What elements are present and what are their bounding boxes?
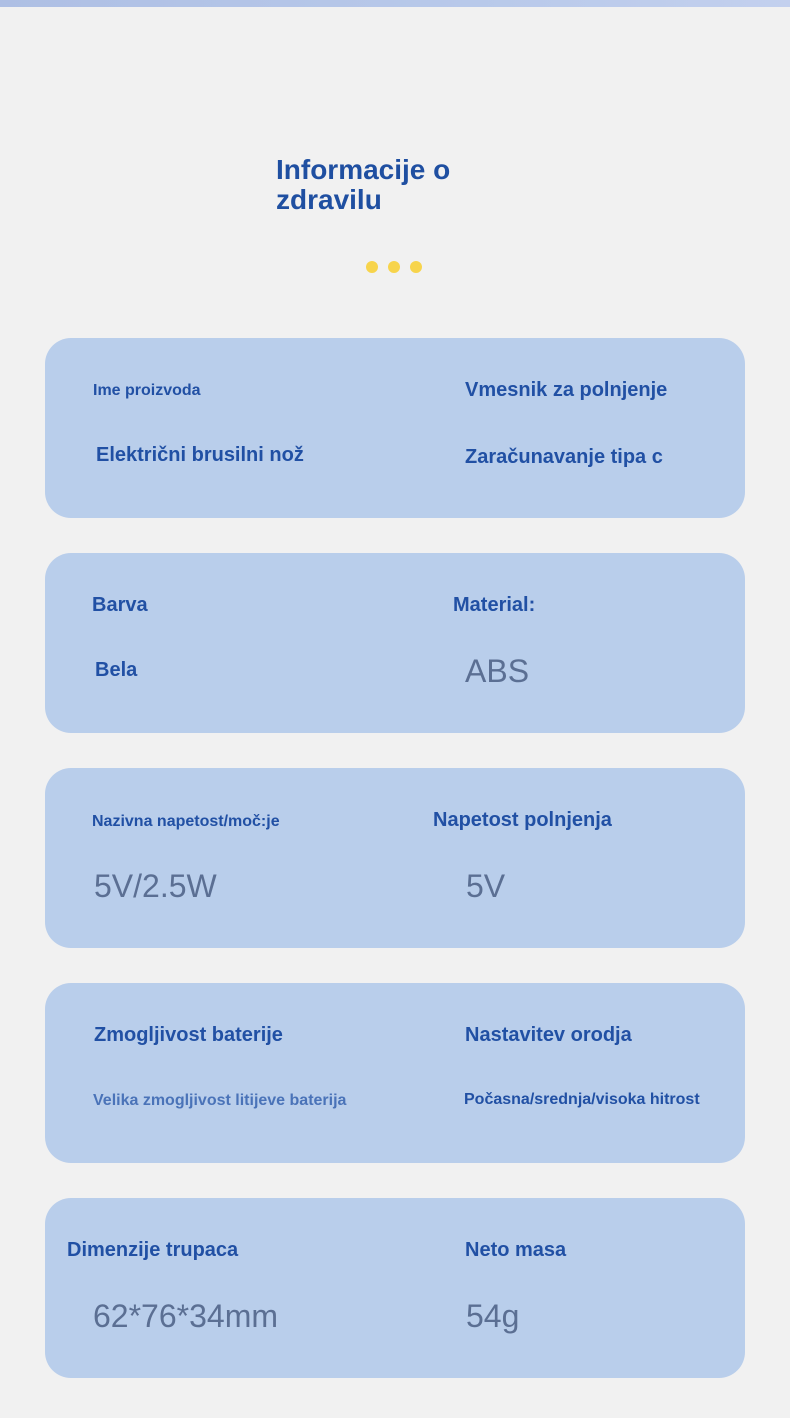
color-label: Barva — [92, 594, 148, 616]
dot-icon — [366, 261, 378, 273]
tool-setting-value: Počasna/srednja/visoka hitrost — [464, 1091, 700, 1108]
rated-voltage-value: 5V/2.5W — [94, 868, 217, 904]
dimensions-value: 62*76*34mm — [93, 1298, 278, 1334]
material-label: Material: — [453, 594, 536, 616]
product-name-value: Električni brusilni nož — [96, 444, 304, 466]
info-card-battery — [45, 983, 745, 1163]
page-title: Informacije o zdravilu — [276, 154, 451, 215]
charging-voltage-label: Napetost polnjenja — [433, 809, 612, 831]
net-weight-label: Neto masa — [465, 1239, 567, 1261]
charging-interface-value: Zaračunavanje tipa c — [465, 446, 663, 468]
material-value: ABS — [465, 653, 530, 689]
color-value: Bela — [95, 659, 138, 681]
product-name-label: Ime proizvoda — [93, 382, 201, 399]
tool-setting-label: Nastavitev orodja — [465, 1024, 632, 1046]
charging-interface-label: Vmesnik za polnjenje — [465, 379, 668, 401]
battery-capacity-value: Velika zmogljivost litijeve baterija — [93, 1092, 347, 1109]
dot-icon — [388, 261, 400, 273]
net-weight-value: 54g — [466, 1298, 520, 1334]
info-card-color — [45, 553, 745, 733]
battery-capacity-label: Zmogljivost baterije — [94, 1024, 283, 1046]
info-card-voltage — [45, 768, 745, 948]
dot-icon — [410, 261, 422, 273]
decorative-dots — [366, 261, 422, 273]
info-card-dimensions — [45, 1198, 745, 1378]
top-accent-bar — [0, 0, 790, 7]
charging-voltage-value: 5V — [466, 868, 506, 904]
dimensions-label: Dimenzije trupaca — [67, 1239, 239, 1261]
rated-voltage-label: Nazivna napetost/moč:je — [92, 813, 280, 830]
info-card-product-name — [45, 338, 745, 518]
